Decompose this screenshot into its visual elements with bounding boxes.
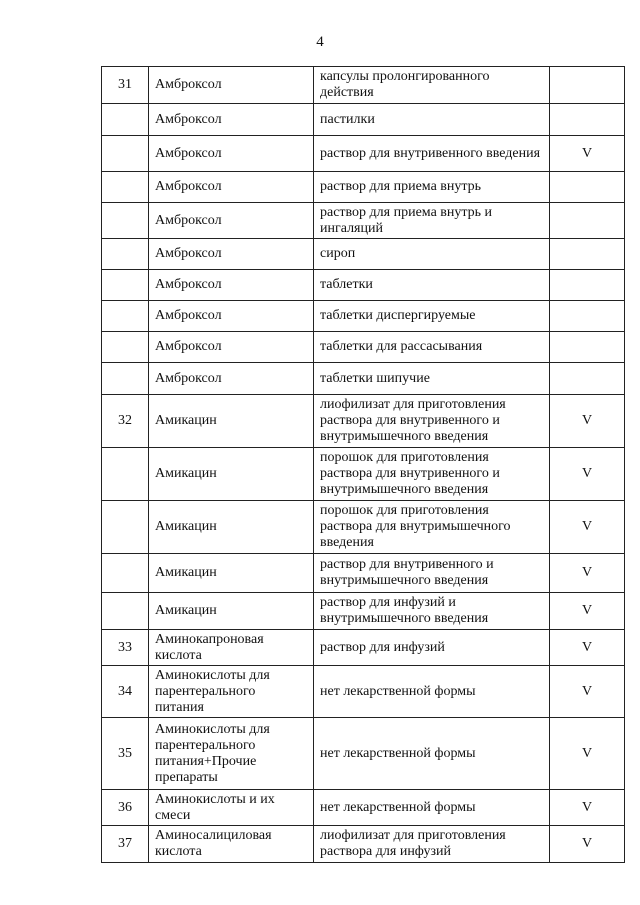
row-number — [102, 332, 149, 363]
drug-name: Амброксол — [149, 136, 314, 172]
vital-mark: V — [550, 554, 625, 593]
row-number: 31 — [102, 67, 149, 104]
row-number: 32 — [102, 395, 149, 448]
vital-mark — [550, 363, 625, 395]
dosage-form: порошок для приготовления раствора для внутримышечного введения — [314, 501, 550, 554]
vital-mark: V — [550, 448, 625, 501]
row-number — [102, 104, 149, 136]
dosage-form: сироп — [314, 239, 550, 270]
table-row — [102, 501, 625, 554]
table-row — [102, 666, 625, 718]
row-number — [102, 136, 149, 172]
dosage-form: раствор для приема внутрь — [314, 172, 550, 203]
vital-mark: V — [550, 593, 625, 630]
page-number: 4 — [316, 34, 324, 50]
dosage-form: раствор для инфузий и внутримышечного введения — [314, 593, 550, 630]
vital-mark: V — [550, 136, 625, 172]
row-number — [102, 301, 149, 332]
dosage-form: пастилки — [314, 104, 550, 136]
table-row — [102, 67, 625, 104]
vital-mark: V — [550, 630, 625, 666]
drug-name: Амброксол — [149, 203, 314, 239]
vital-mark — [550, 203, 625, 239]
table-row — [102, 718, 625, 790]
drug-name: Амикацин — [149, 448, 314, 501]
dosage-form: раствор для внутривенного и внутримышечного введения — [314, 554, 550, 593]
row-number — [102, 172, 149, 203]
row-number — [102, 239, 149, 270]
row-number — [102, 593, 149, 630]
drug-name: Амикацин — [149, 554, 314, 593]
drug-name: Аминокислоты для парентерального питания — [149, 666, 314, 718]
table-row — [102, 790, 625, 826]
drug-name: Амикацин — [149, 593, 314, 630]
row-number — [102, 501, 149, 554]
dosage-form: порошок для приготовления раствора для внутривенного и внутримышечного введения — [314, 448, 550, 501]
vital-mark — [550, 270, 625, 301]
row-number — [102, 554, 149, 593]
drug-name: Аминокислоты для парентерального питания+Прочие препараты — [149, 718, 314, 790]
table-row — [102, 448, 625, 501]
row-number — [102, 363, 149, 395]
row-number — [102, 203, 149, 239]
drug-name: Амброксол — [149, 239, 314, 270]
vital-mark: V — [550, 501, 625, 554]
row-number — [102, 448, 149, 501]
dosage-form: лиофилизат для приготовления раствора для инфузий — [314, 826, 550, 863]
drug-name: Амброксол — [149, 270, 314, 301]
table-row — [102, 332, 625, 363]
vital-mark — [550, 239, 625, 270]
vital-mark — [550, 301, 625, 332]
row-number — [102, 270, 149, 301]
dosage-form: раствор для приема внутрь и ингаляций — [314, 203, 550, 239]
vital-mark: V — [550, 718, 625, 790]
drug-name: Амикацин — [149, 395, 314, 448]
drug-table — [101, 66, 625, 863]
drug-name: Амброксол — [149, 172, 314, 203]
table-row — [102, 203, 625, 239]
vital-mark — [550, 67, 625, 104]
dosage-form: нет лекарственной формы — [314, 790, 550, 826]
vital-mark — [550, 104, 625, 136]
drug-name: Амброксол — [149, 332, 314, 363]
vital-mark — [550, 172, 625, 203]
drug-name: Амикацин — [149, 501, 314, 554]
vital-mark: V — [550, 826, 625, 863]
dosage-form: капсулы пролонгированного действия — [314, 67, 550, 104]
drug-name: Аминосалициловая кислота — [149, 826, 314, 863]
drug-name: Амброксол — [149, 67, 314, 104]
dosage-form: таблетки для рассасывания — [314, 332, 550, 363]
vital-mark: V — [550, 790, 625, 826]
table-row — [102, 363, 625, 395]
table-row — [102, 554, 625, 593]
dosage-form: таблетки диспергируемые — [314, 301, 550, 332]
row-number: 35 — [102, 718, 149, 790]
row-number: 37 — [102, 826, 149, 863]
dosage-form: лиофилизат для приготовления раствора для внутривенного и внутримышечного введения — [314, 395, 550, 448]
drug-name: Амброксол — [149, 363, 314, 395]
table-row — [102, 593, 625, 630]
dosage-form: таблетки шипучие — [314, 363, 550, 395]
row-number: 33 — [102, 630, 149, 666]
drug-name: Амброксол — [149, 104, 314, 136]
table-row — [102, 136, 625, 172]
dosage-form: нет лекарственной формы — [314, 666, 550, 718]
dosage-form: раствор для внутривенного введения — [314, 136, 550, 172]
dosage-form: таблетки — [314, 270, 550, 301]
drug-name: Аминокислоты и их смеси — [149, 790, 314, 826]
table-row — [102, 301, 625, 332]
table-row — [102, 395, 625, 448]
table-row — [102, 104, 625, 136]
table-row — [102, 630, 625, 666]
row-number: 36 — [102, 790, 149, 826]
drug-name: Аминокапроновая кислота — [149, 630, 314, 666]
dosage-form: раствор для инфузий — [314, 630, 550, 666]
table-row — [102, 826, 625, 863]
vital-mark: V — [550, 666, 625, 718]
table-row — [102, 270, 625, 301]
table-row — [102, 239, 625, 270]
vital-mark — [550, 332, 625, 363]
drug-name: Амброксол — [149, 301, 314, 332]
vital-mark: V — [550, 395, 625, 448]
dosage-form: нет лекарственной формы — [314, 718, 550, 790]
table-row — [102, 172, 625, 203]
row-number: 34 — [102, 666, 149, 718]
